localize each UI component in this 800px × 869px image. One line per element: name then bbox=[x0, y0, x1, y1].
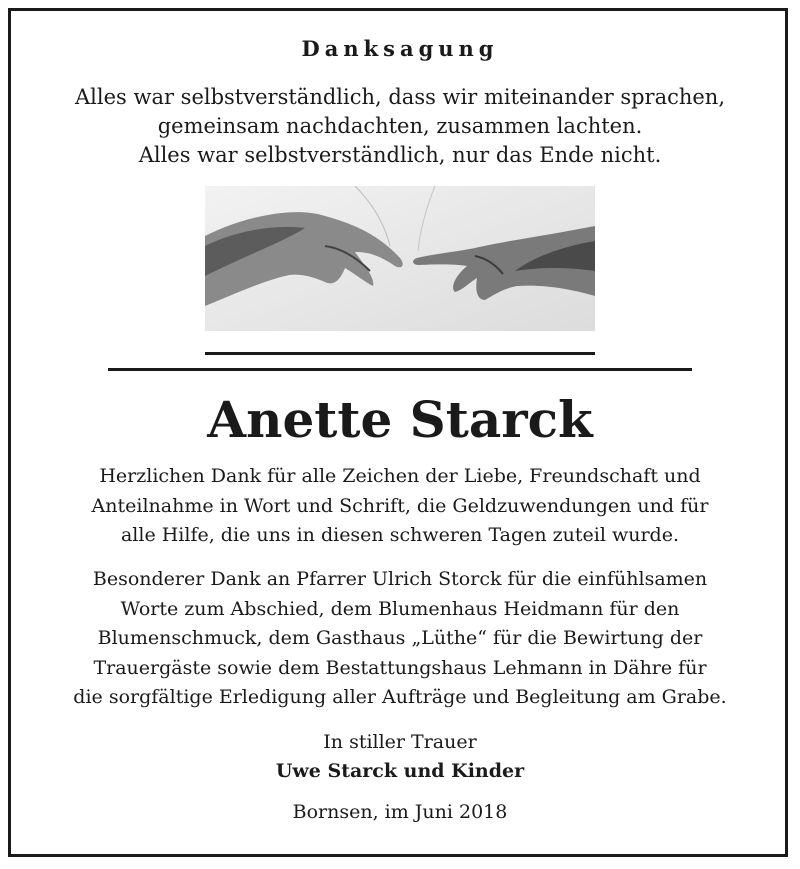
paragraph-line: Worte zum Abschied, dem Blumenhaus Heidmann für den bbox=[120, 597, 680, 620]
poem-line: Alles war selbstverständlich, dass wir miteinander sprachen, bbox=[74, 85, 726, 109]
signature: Uwe Starck und Kinder bbox=[275, 760, 525, 782]
heading: Danksagung bbox=[301, 36, 499, 61]
paragraph-line: Anteilnahme in Wort und Schrift, die Geldzuwendungen und für bbox=[91, 494, 709, 517]
closing bbox=[0, 728, 800, 786]
closing-line: In stiller Trauer bbox=[323, 731, 477, 753]
divider-long bbox=[108, 368, 692, 371]
paragraph-line: Trauergäste sowie dem Bestattungshaus Lehmann in Dähre für bbox=[93, 656, 707, 679]
paragraph-line: Herzlichen Dank für alle Zeichen der Liebe, Freundschaft und bbox=[99, 465, 701, 487]
special-thanks-paragraph bbox=[0, 565, 800, 713]
divider-short bbox=[205, 352, 595, 355]
creation-of-adam-hands-image bbox=[205, 186, 595, 331]
deceased-name: Anette Starck bbox=[207, 390, 593, 449]
paragraph-line: alle Hilfe, die uns in diesen schweren Tagen zuteil wurde. bbox=[120, 524, 680, 546]
thanks-paragraph bbox=[0, 462, 800, 551]
poem bbox=[0, 83, 800, 170]
poem-line: Alles war selbstverständlich, nur das Ende nicht. bbox=[138, 143, 662, 167]
paragraph-line: Blumenschmuck, dem Gasthaus „Lüthe“ für die Bewirtung der bbox=[97, 627, 703, 649]
poem-line: gemeinsam nachdachten, zusammen lachten. bbox=[157, 114, 643, 138]
paragraph-line: die sorgfältige Erledigung aller Aufträge und Begleitung am Grabe. bbox=[73, 686, 727, 708]
place-date: Bornsen, im Juni 2018 bbox=[292, 801, 508, 823]
paragraph-line: Besonderer Dank an Pfarrer Ulrich Storck für die einfühlsamen bbox=[92, 568, 708, 590]
